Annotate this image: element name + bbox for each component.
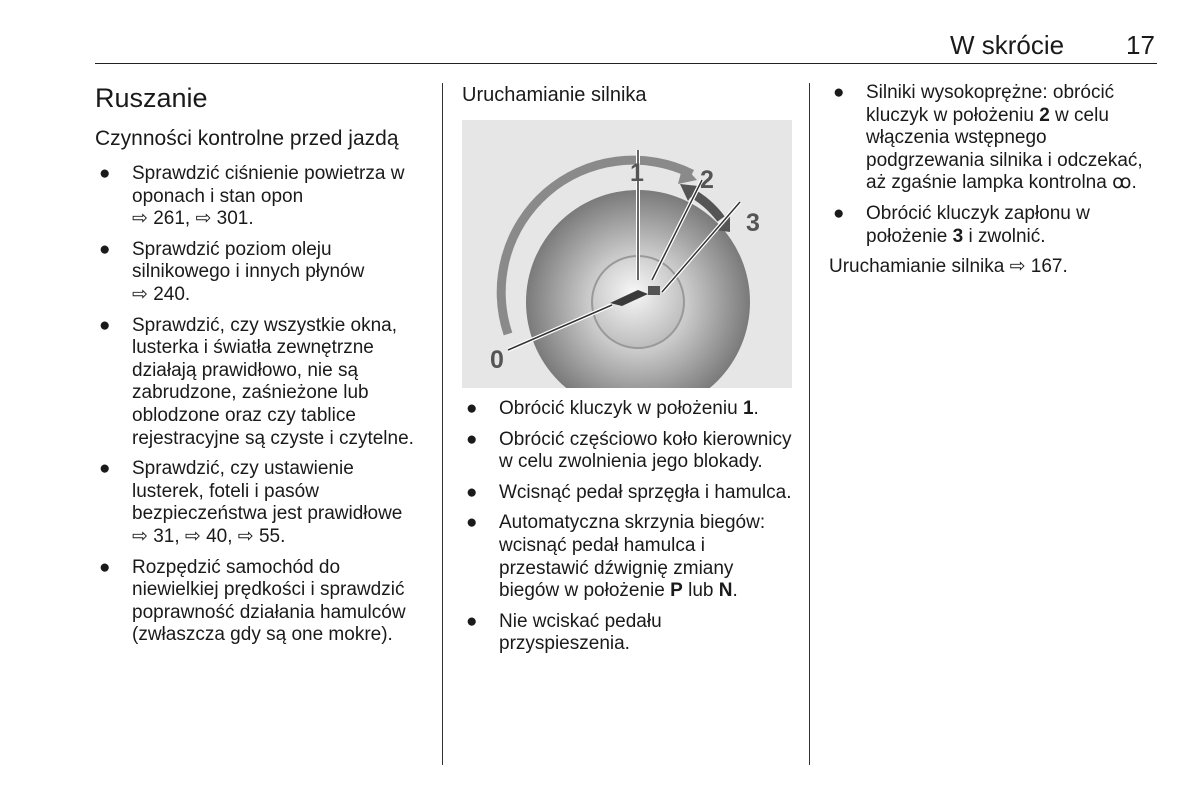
item-text-end: . [1131, 172, 1137, 194]
item-text: Sprawdzić, czy ustawienie lusterek, foteli i pasów bezpieczeństwa jest prawidłowe [132, 458, 403, 525]
list-item [95, 557, 425, 647]
position-label-2: 2 [700, 166, 714, 194]
bullet-icon: ● [833, 82, 845, 103]
item-text-mid: lub [682, 580, 719, 602]
bullet-icon: ● [99, 163, 111, 184]
bullet-icon: ● [99, 458, 111, 480]
page-reference: ⇨ 167. [1009, 256, 1068, 278]
position-value: 3 [952, 225, 964, 247]
item-text-mid: w celu włączenia wstępnego podgrzewania silnika i odczekać, aż zgaśnie lampka kontrolna [866, 104, 1143, 194]
list-item [462, 611, 792, 656]
bullet-icon: ● [466, 610, 478, 632]
preheat-indicator-icon: ꝏ [1112, 172, 1132, 194]
item-text-end: . [753, 398, 759, 419]
list-item [95, 315, 425, 451]
key-slot-icon [648, 286, 660, 295]
list-item [95, 458, 425, 548]
list-item [462, 482, 792, 505]
ignition-figure [462, 120, 792, 388]
item-text: Nie wciskać pedału przyspieszenia. [499, 610, 662, 655]
position-label-0: 0 [490, 346, 504, 374]
bullet-icon: ● [466, 398, 478, 419]
bullet-icon: ● [99, 314, 111, 336]
column-divider [442, 83, 443, 765]
item-text: Sprawdzić ciśnienie powietrza w oponach i stan opon [132, 163, 405, 207]
position-label-3: 3 [746, 209, 760, 237]
item-text: Obrócić kluczyk zapłonu w położenie [866, 202, 1090, 247]
gear-position-value: N [718, 580, 733, 602]
position-value: 2 [1039, 104, 1050, 126]
cross-reference-text: Uruchamianie silnika [829, 256, 1010, 278]
ignition-diagram [462, 120, 792, 388]
list-item [462, 512, 792, 602]
list-item [829, 82, 1159, 195]
item-text: Wcisnąć pedał sprzęgła i hamulca. [499, 481, 792, 503]
list-item [95, 239, 425, 307]
bullet-icon: ● [99, 556, 111, 578]
item-text: Rozpędzić samochód do niewielkiej prędkości i sprawdzić poprawność działania hamulców (zwłaszcza gdy są one mokre). [132, 556, 406, 646]
diesel-steps [829, 82, 1159, 248]
header-rule [95, 63, 1157, 64]
list-item [829, 203, 1159, 248]
column-2 [462, 82, 792, 664]
item-text: Obrócić częściowo koło kierownicy w celu zwolnienia jego blokady. [499, 428, 792, 473]
section-title: Uruchamianie silnika [462, 84, 647, 106]
cross-reference [829, 256, 1159, 279]
item-text: Sprawdzić poziom oleju silnikowego i innych płynów [132, 238, 365, 283]
position-label-1: 1 [630, 159, 644, 187]
item-text: Obrócić kluczyk w położeniu [499, 398, 743, 419]
bullet-icon: ● [466, 512, 478, 534]
bullet-icon: ● [466, 481, 478, 503]
section-title: Ruszanie [95, 83, 208, 113]
start-steps [462, 398, 792, 656]
running-header-title: W skrócie [950, 30, 1065, 60]
list-item [462, 429, 792, 474]
page-reference: ⇨ 31, ⇨ 40, ⇨ 55. [132, 525, 286, 547]
item-text: Silniki wysokoprężne: obrócić kluczyk w położeniu [866, 82, 1115, 126]
gear-position-value: P [670, 580, 683, 602]
section-subtitle: Czynności kontrolne przed jazdą [95, 127, 399, 150]
bullet-icon: ● [99, 238, 111, 260]
list-item [462, 398, 792, 421]
bullet-icon: ● [833, 202, 845, 224]
page-reference: ⇨ 261, ⇨ 301. [132, 208, 254, 230]
checklist [95, 163, 425, 647]
item-text: Automatyczna skrzynia biegów: wcisnąć pedał hamulca i przestawić dźwignię zmiany biegów w położenie [499, 512, 766, 602]
page-number: 17 [1126, 30, 1155, 60]
bullet-icon: ● [466, 428, 478, 450]
item-text-end: i zwolnić. [963, 225, 1046, 247]
item-text-end: . [732, 580, 738, 602]
column-1 [95, 82, 425, 655]
list-item [95, 163, 425, 231]
column-divider [809, 83, 810, 765]
position-value: 1 [742, 398, 754, 419]
column-3 [829, 82, 1159, 279]
item-text: Sprawdzić, czy wszystkie okna, lusterka i światła zewnętrzne działają prawidłowo, nie są zabrudzone, zaśnieżone lub oblodzone oraz czy tablice rejestracyjne są czyste i czytelne. [132, 314, 414, 449]
page-reference: ⇨ 240. [132, 283, 191, 305]
